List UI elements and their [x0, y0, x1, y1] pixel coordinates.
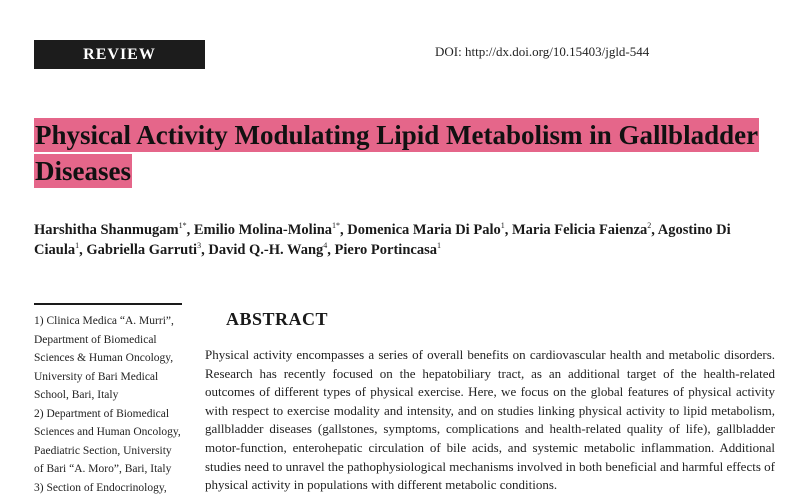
author-name: Gabriella Garruti [86, 242, 198, 258]
author-affiliation-mark: 1* [332, 221, 341, 231]
author-name: Domenica Maria Di Palo [347, 222, 501, 238]
author-name: Piero Portincasa [334, 242, 437, 258]
author-affiliation-mark: 3 [197, 241, 202, 251]
review-badge-label: REVIEW [83, 45, 156, 63]
author-affiliation-mark: 2 [647, 221, 652, 231]
article-title [34, 117, 764, 189]
author-separator: , [327, 242, 335, 258]
author-separator: , [504, 222, 512, 238]
title-highlight: Physical Activity Modulating Lipid Metabolism in Gallbladder Diseases [35, 120, 759, 186]
author [208, 242, 334, 258]
author [347, 222, 512, 238]
review-badge [34, 40, 205, 69]
author [194, 222, 347, 238]
doi-link[interactable]: DOI: http://dx.doi.org/10.15403/jgld-544 [435, 44, 650, 59]
author-separator: , [186, 222, 194, 238]
author-name: Harshitha Shanmugam [34, 222, 179, 238]
affiliation-item: 2) Department of Biomedical Sciences and Human Oncology, Paediatric Section, University of Bari “A. Moro”, Bari, Italy [34, 407, 181, 475]
author-affiliation-mark: 4 [323, 241, 328, 251]
author [335, 242, 441, 258]
abstract-text: Physical activity encompasses a series of overall benefits on cardiovascular health and metabolic disorders. Research has recently focused on the hepatobiliary tract, as an additional target of the health-related outcomes of different types of physical exercise. Here, we focus on the global features of physical activity with respect to exercise modality and intensity, and on studies linking physical activity to lipid metabolism, gallbladder diseases (gallstones, symptoms, complications and health-related quality of life), gallbladder motor-function, enterohepatic circulation of bile acids, and systemic metabolic inflammation. Additional studies need to unravel the pathophysiological mechanisms involved in both beneficial and harmful effects of physical activity in populations with different metabolic conditions. [205, 347, 775, 493]
author-separator: , [651, 222, 658, 238]
author-name: Emilio Molina-Molina [193, 222, 333, 238]
author-separator: , [201, 242, 209, 258]
author-name: David Q.-H. Wang [208, 242, 324, 258]
author-affiliation-mark: 1 [75, 241, 80, 251]
author [86, 242, 208, 258]
author-separator: , [340, 222, 348, 238]
affiliation-item: 1) Clinica Medica “A. Murri”, Department of Biomedical Sciences & Human Oncology, University of Bari Medical School, Bari, Italy [34, 315, 174, 401]
author-separator: , [79, 242, 87, 258]
author-list [34, 220, 754, 260]
affiliation-list [34, 312, 184, 497]
affiliation-divider [34, 303, 182, 305]
author-affiliation-mark: 1 [500, 221, 505, 231]
author-name: Maria Felicia Faienza [511, 222, 648, 238]
author-name: Agostino Di Ciaula [34, 222, 731, 258]
affiliation-item: 3) Section of Endocrinology, [34, 481, 167, 494]
author [34, 222, 194, 238]
author [512, 222, 658, 238]
author-affiliation-mark: 1* [178, 221, 187, 231]
author-affiliation-mark: 1 [436, 241, 441, 251]
abstract-heading: ABSTRACT [226, 309, 329, 329]
